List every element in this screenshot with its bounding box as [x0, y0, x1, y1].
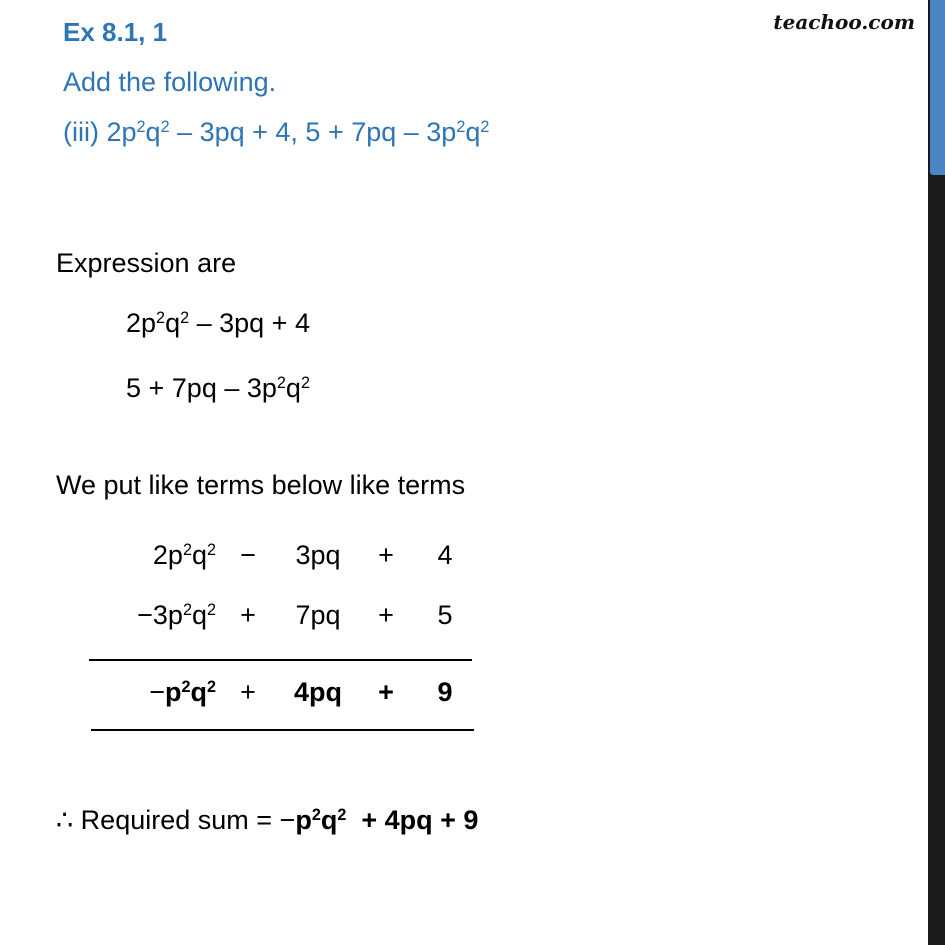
scrollbar-thumb[interactable] [930, 0, 945, 175]
result-op2: + [378, 677, 394, 707]
result-term2: 4pq [293, 677, 342, 707]
row2-op2: + [378, 600, 394, 630]
expression-1: $2p^2q^2 - 3pq + 4$ [126, 308, 310, 338]
row1-term3: 4 [437, 540, 453, 570]
sum-divider-bottom [91, 729, 474, 731]
instruction-text: Add the following. [63, 67, 277, 97]
row2-term1: $-3p^2q^2$ [137, 600, 216, 630]
row1-op1: − [240, 540, 256, 570]
intro-text: Expression are [56, 248, 237, 278]
row2-term2: 7pq [295, 600, 341, 630]
conclusion-text: ∴ Required sum = $-p^2q^2 + 4pq + 9$ [56, 805, 479, 835]
row2-op1: + [240, 600, 256, 630]
result-term3: 9 [437, 677, 453, 707]
row1-term1: $2p^2q^2$ [152, 540, 216, 570]
row1-term2: 3pq [295, 540, 341, 570]
question-expression: (iii) $2p^2q^2 - 3pq + 4$, $5 + 7pq - 3p^2q^2$ [63, 117, 490, 147]
row2-term3: 5 [437, 600, 453, 630]
brand-logo: teachoo.com [773, 10, 915, 34]
result-op1: + [240, 677, 256, 707]
arrangement-text: We put like terms below like terms [56, 470, 466, 500]
result-term1: $-p^2q^2$ [149, 677, 216, 707]
sum-divider-top [89, 659, 472, 661]
expression-2: $5 + 7pq - 3p^2q^2$ [126, 373, 310, 403]
exercise-title: Ex 8.1, 1 [63, 17, 168, 47]
row1-op2: + [378, 540, 394, 570]
